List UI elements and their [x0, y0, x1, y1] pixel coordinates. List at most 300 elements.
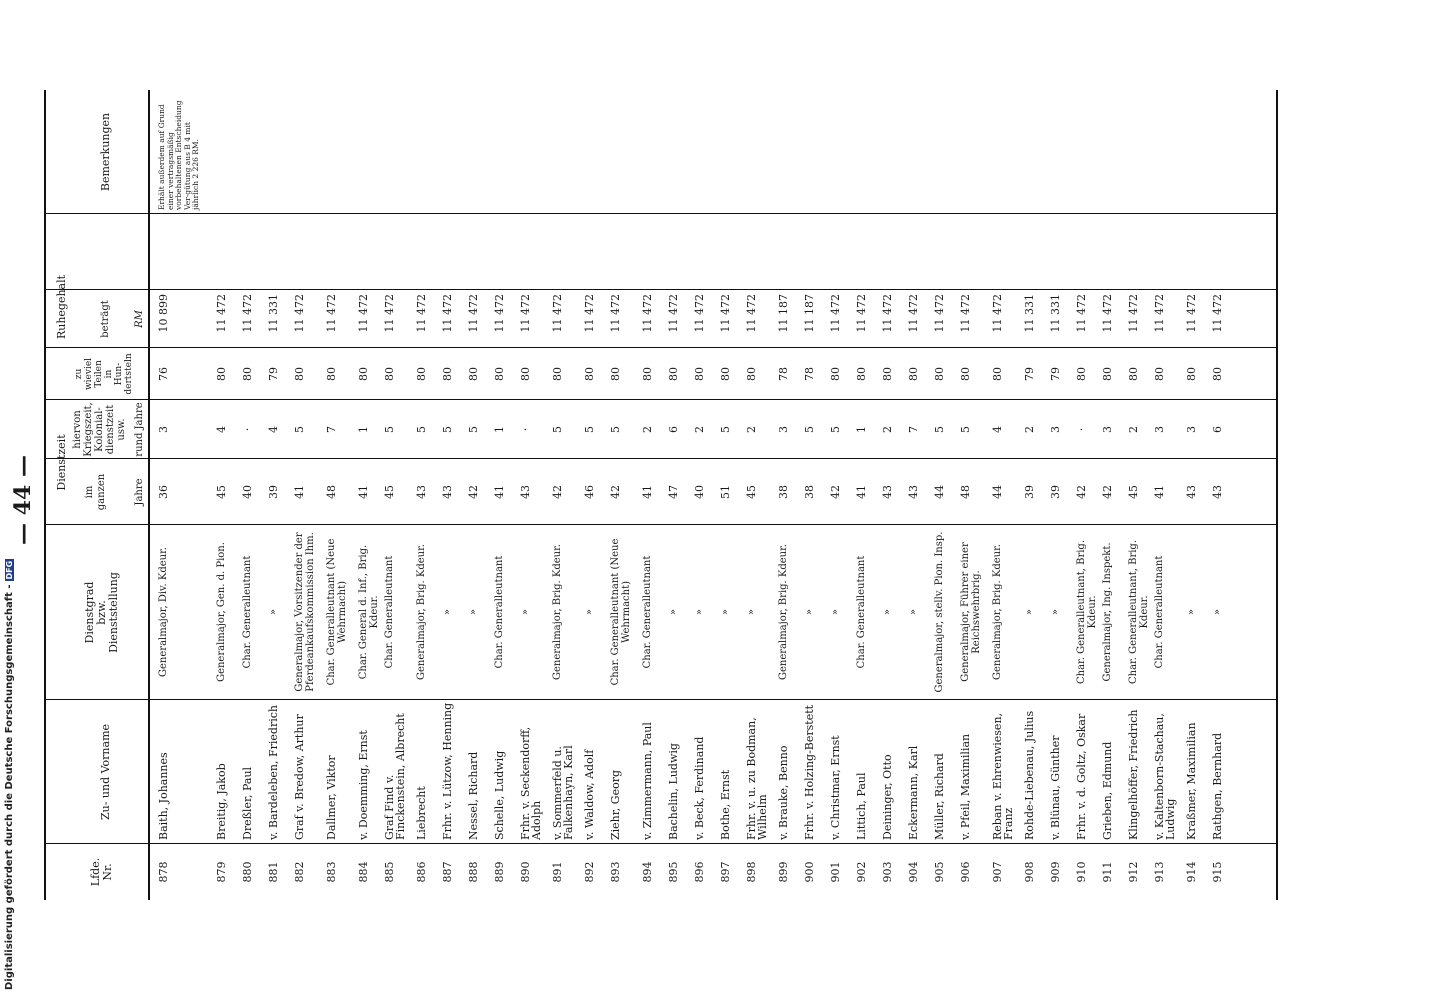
- row-ganze: 42: [829, 485, 842, 499]
- row-name: Frhr. v. Lützow, Henning: [441, 702, 454, 840]
- row-hiervon: 7: [325, 426, 338, 433]
- row-nr: 902: [855, 861, 868, 883]
- row-rank: Char. Generalleutnant: [856, 555, 867, 669]
- row-name: v. Doemming, Ernst: [357, 730, 370, 840]
- row-rank: Char. Generalleutnant, Brig. Kdeur.: [1128, 540, 1150, 684]
- row-hiervon: 5: [441, 426, 454, 433]
- row-rank: »: [1050, 608, 1061, 616]
- row-nr: 882: [293, 861, 306, 883]
- table-row: [466, 0, 492, 1000]
- row-ganze: 43: [907, 485, 920, 499]
- row-nr: 894: [641, 861, 654, 883]
- row-betrag: 11 472: [467, 294, 480, 333]
- row-prozent: 80: [415, 367, 428, 381]
- row-betrag: 11 187: [803, 294, 816, 333]
- row-name: Dallmer, Viktor: [325, 755, 338, 840]
- row-prozent: 76: [157, 367, 170, 381]
- row-betrag: 11 472: [1153, 294, 1166, 333]
- row-name: Kraßmer, Maximilian: [1185, 722, 1198, 840]
- row-hiervon: 3: [1101, 426, 1114, 433]
- row-prozent: 80: [907, 367, 920, 381]
- table-row: [1048, 0, 1074, 1000]
- table-row: [292, 0, 324, 1000]
- row-rank: Char. Generalleutnant (Neue Wehrmacht): [610, 538, 632, 686]
- row-nr: 884: [357, 861, 370, 883]
- row-rank: Generalmajor, stellv. Pion. Insp.: [934, 531, 945, 693]
- row-name: Liebrecht: [415, 786, 428, 840]
- table-row: [692, 0, 718, 1000]
- row-rank: Generalmajor, Brig. Kdeur.: [416, 544, 427, 680]
- row-prozent: 79: [1023, 367, 1036, 381]
- row-name: Graf v. Bredow, Arthur: [293, 714, 306, 840]
- row-name: Klingelhöffer, Friedrich: [1127, 709, 1140, 840]
- row-betrag: 11 472: [881, 294, 894, 333]
- row-ganze: 45: [215, 485, 228, 499]
- row-nr: 879: [215, 861, 228, 883]
- header-rund-jahre: rund Jahre: [134, 402, 145, 457]
- row-rank: Char. Generalleutnant, Brig. Kdeur.: [1076, 540, 1098, 684]
- row-nr: 878: [157, 861, 170, 883]
- row-bemerkung: Erhält außerdem auf Grund einer vertragsmäßig vorbehaltenen Entscheidung Ver-gütung aus B 4 mit jährlich 2 226 RM.: [157, 100, 200, 210]
- row-ganze: 41: [855, 485, 868, 499]
- row-nr: 912: [1127, 861, 1140, 883]
- table-row: [990, 0, 1022, 1000]
- row-name: v. Christmar, Ernst: [829, 735, 842, 840]
- row-betrag: 11 472: [357, 294, 370, 333]
- row-name: v. Brauke, Benno: [777, 745, 790, 840]
- row-prozent: 80: [383, 367, 396, 381]
- row-rank: »: [830, 608, 841, 616]
- row-ganze: 43: [881, 485, 894, 499]
- table-row: [880, 0, 906, 1000]
- row-ganze: 46: [583, 485, 596, 499]
- row-hiervon: 5: [415, 426, 428, 433]
- row-hiervon: 3: [777, 426, 790, 433]
- row-nr: 908: [1023, 861, 1036, 883]
- table-row: [550, 0, 582, 1000]
- row-prozent: 80: [241, 367, 254, 381]
- row-rank: »: [804, 608, 815, 616]
- row-rank: Char. General d. Inf., Brig. Kdeur.: [358, 544, 380, 680]
- row-prozent: 80: [881, 367, 894, 381]
- header-dienstzeit: Dienstzeit: [55, 434, 68, 491]
- row-ganze: 42: [1075, 485, 1088, 499]
- table-row: [828, 0, 854, 1000]
- row-ganze: 44: [933, 485, 946, 499]
- row-ganze: 43: [1211, 485, 1224, 499]
- row-nr: 911: [1101, 861, 1114, 883]
- row-prozent: 78: [777, 367, 790, 381]
- table-row: [1184, 0, 1210, 1000]
- row-ganze: 41: [1153, 485, 1166, 499]
- row-ganze: 41: [641, 485, 654, 499]
- row-name: Nessel, Richard: [467, 751, 480, 840]
- row-ganze: 43: [415, 485, 428, 499]
- row-nr: 889: [493, 861, 506, 883]
- row-hiervon: 4: [991, 426, 1004, 433]
- row-hiervon: 5: [467, 426, 480, 433]
- header-im-ganzen: im ganzen: [84, 473, 107, 511]
- row-rank: Generalmajor, Brig. Kdeur.: [552, 544, 563, 680]
- row-nr: 881: [267, 861, 280, 883]
- row-hiervon: 2: [881, 426, 894, 433]
- row-prozent: 80: [357, 367, 370, 381]
- row-ganze: 42: [467, 485, 480, 499]
- row-hiervon: 5: [609, 426, 622, 433]
- header-rm: RM: [134, 310, 145, 328]
- row-nr: 909: [1049, 861, 1062, 883]
- row-name: v. Sommerfeld u. Falkenhayn, Karl: [551, 745, 575, 840]
- row-hiervon: 3: [1153, 426, 1166, 433]
- table-row: [932, 0, 958, 1000]
- table-row: [156, 0, 214, 1000]
- row-hiervon: ·: [519, 427, 532, 432]
- table-row: [1022, 0, 1048, 1000]
- row-betrag: 11 331: [267, 294, 280, 333]
- table-row: [906, 0, 932, 1000]
- row-rank: »: [268, 608, 279, 616]
- row-name: Rathgen, Bernhard: [1211, 732, 1224, 840]
- row-rank: »: [1212, 608, 1223, 616]
- row-rank: »: [882, 608, 893, 616]
- row-nr: 901: [829, 861, 842, 883]
- table-bottom-rule: [1276, 90, 1278, 900]
- row-betrag: 11 472: [519, 294, 532, 333]
- row-name: Reban v. Ehrenwiesen, Franz: [991, 712, 1015, 840]
- row-betrag: 11 472: [641, 294, 654, 333]
- row-ganze: 48: [325, 485, 338, 499]
- table-row: [240, 0, 266, 1000]
- row-nr: 888: [467, 861, 480, 883]
- row-name: v. Zimmermann, Paul: [641, 722, 654, 840]
- row-prozent: 80: [959, 367, 972, 381]
- table-row: [854, 0, 880, 1000]
- row-ganze: 43: [1185, 485, 1198, 499]
- header-rank: Dienstgrad bzw. Dienststellung: [83, 572, 120, 653]
- row-rank: Generalmajor, Führer einer Reichswehrbrig.: [960, 542, 982, 682]
- row-rank: Generalmajor, Gen. d. Pion.: [216, 542, 227, 682]
- row-rank: »: [720, 608, 731, 616]
- row-rank: »: [1186, 608, 1197, 616]
- row-betrag: 11 472: [383, 294, 396, 333]
- header-prozent: zu wieviel Teilen in Hun- dertsteln: [74, 353, 134, 395]
- row-name: Frhr. v. d. Goltz, Oskar: [1075, 713, 1088, 840]
- row-prozent: 80: [1101, 367, 1114, 381]
- row-prozent: 80: [583, 367, 596, 381]
- footer-text: [4, 0, 18, 990]
- row-nr: 905: [933, 861, 946, 883]
- row-hiervon: ·: [241, 427, 254, 432]
- footer-strip: [4, 0, 18, 1000]
- row-prozent: 80: [551, 367, 564, 381]
- row-prozent: 80: [991, 367, 1004, 381]
- row-nr: 903: [881, 861, 894, 883]
- row-betrag: 10 899: [157, 294, 170, 333]
- table-row: [1100, 0, 1126, 1000]
- row-hiervon: 7: [907, 426, 920, 433]
- row-betrag: 11 472: [1127, 294, 1140, 333]
- row-rank: Generalmajor, Brig. Kdeur.: [992, 544, 1003, 680]
- row-nr: 886: [415, 861, 428, 883]
- row-betrag: 11 472: [1185, 294, 1198, 333]
- row-rank: »: [746, 608, 757, 616]
- row-nr: 906: [959, 861, 972, 883]
- row-betrag: 11 331: [1049, 294, 1062, 333]
- row-rank: Char. Generalleutnant: [242, 555, 253, 669]
- table-row: [518, 0, 550, 1000]
- row-prozent: 80: [1185, 367, 1198, 381]
- row-nr: 891: [551, 861, 564, 883]
- row-rank: Char. Generalleutnant (Neue Wehrmacht): [326, 538, 348, 686]
- table-row: [266, 0, 292, 1000]
- header-bottom-rule: [148, 90, 150, 900]
- footer-credit: Digitalisierung gefördert durch die Deutsche Forschungsgemeinschaft -: [4, 584, 15, 990]
- row-betrag: 11 472: [551, 294, 564, 333]
- table-row: [1074, 0, 1100, 1000]
- row-prozent: 79: [1049, 367, 1062, 381]
- row-ganze: 41: [493, 485, 506, 499]
- row-ganze: 38: [777, 485, 790, 499]
- row-ganze: 45: [745, 485, 758, 499]
- table-row: [718, 0, 744, 1000]
- table-row: [440, 0, 466, 1000]
- row-prozent: 80: [855, 367, 868, 381]
- row-nr: 893: [609, 861, 622, 883]
- row-prozent: 80: [1211, 367, 1224, 381]
- row-hiervon: 1: [855, 426, 868, 433]
- header-jahre: Jahre: [134, 478, 145, 506]
- row-betrag: 11 472: [441, 294, 454, 333]
- row-rank: Generalmajor, Ing. Inspekt.: [1102, 542, 1113, 682]
- table-row: [666, 0, 692, 1000]
- table-row: [776, 0, 802, 1000]
- row-hiervon: 5: [959, 426, 972, 433]
- row-prozent: 80: [1153, 367, 1166, 381]
- row-name: v. Beck, Ferdinand: [693, 736, 706, 840]
- row-betrag: 11 331: [1023, 294, 1036, 333]
- row-betrag: 11 472: [855, 294, 868, 333]
- row-hiervon: 5: [803, 426, 816, 433]
- row-nr: 910: [1075, 861, 1088, 883]
- row-hiervon: 4: [267, 426, 280, 433]
- table-row: [582, 0, 608, 1000]
- row-prozent: 80: [519, 367, 532, 381]
- row-prozent: 80: [829, 367, 842, 381]
- header-name: Zu- und Vorname: [99, 723, 112, 821]
- row-rank: »: [908, 608, 919, 616]
- header-ruhegehalt: Ruhegehalt: [55, 274, 68, 340]
- row-rank: Char. Generalleutnant: [384, 555, 395, 669]
- row-rank: Char. Generalleutnant: [494, 555, 505, 669]
- row-nr: 900: [803, 861, 816, 883]
- row-prozent: 80: [933, 367, 946, 381]
- row-prozent: 80: [609, 367, 622, 381]
- table-row: [356, 0, 382, 1000]
- row-betrag: 11 472: [609, 294, 622, 333]
- table-row: [324, 0, 356, 1000]
- row-betrag: 11 472: [907, 294, 920, 333]
- row-ganze: 40: [693, 485, 706, 499]
- row-name: Müller, Richard: [933, 753, 946, 840]
- row-name: Frhr. v. Seckendorff, Adolph: [519, 726, 543, 840]
- table-row: [214, 0, 240, 1000]
- row-name: Breitig, Jakob: [215, 763, 228, 840]
- row-ganze: 45: [383, 485, 396, 499]
- row-prozent: 80: [441, 367, 454, 381]
- row-hiervon: 1: [357, 426, 370, 433]
- row-name: Graf Find v. Finckenstein, Albrecht: [383, 713, 407, 840]
- row-nr: 883: [325, 861, 338, 883]
- row-hiervon: 2: [1127, 426, 1140, 433]
- row-rank: »: [442, 608, 453, 616]
- table-row: [640, 0, 666, 1000]
- row-name: Grieben, Edmund: [1101, 741, 1114, 840]
- row-rank: Generalmajor, Div. Kdeur.: [158, 547, 169, 677]
- row-nr: 915: [1211, 861, 1224, 883]
- row-prozent: 80: [293, 367, 306, 381]
- row-hiervon: 3: [1049, 426, 1062, 433]
- row-prozent: 80: [745, 367, 758, 381]
- row-ganze: 47: [667, 485, 680, 499]
- row-hiervon: 5: [719, 426, 732, 433]
- row-name: Dreßler, Paul: [241, 766, 254, 840]
- dfg-logo: DFG: [5, 560, 14, 580]
- row-name: v. Pfeil, Maximilian: [959, 733, 972, 840]
- row-ganze: 42: [1101, 485, 1114, 499]
- row-hiervon: 2: [1023, 426, 1036, 433]
- row-name: Frhr. v. u. zu Bodman, Wilhelm: [745, 717, 769, 840]
- row-ganze: 43: [519, 485, 532, 499]
- row-nr: 904: [907, 861, 920, 883]
- row-nr: 914: [1185, 861, 1198, 883]
- row-prozent: 78: [803, 367, 816, 381]
- row-ganze: 51: [719, 485, 732, 499]
- table-row: [492, 0, 518, 1000]
- row-nr: 899: [777, 861, 790, 883]
- row-nr: 907: [991, 861, 1004, 883]
- row-hiervon: ·: [1075, 427, 1088, 432]
- table-row: [1152, 0, 1184, 1000]
- row-prozent: 80: [493, 367, 506, 381]
- row-name: Deininger, Otto: [881, 754, 894, 840]
- row-ganze: 41: [293, 485, 306, 499]
- row-rank: »: [584, 608, 595, 616]
- row-betrag: 11 472: [1101, 294, 1114, 333]
- row-prozent: 80: [1075, 367, 1088, 381]
- row-betrag: 11 472: [745, 294, 758, 333]
- header-lfd-nr: Lfde. Nr.: [89, 857, 114, 887]
- row-betrag: 11 472: [829, 294, 842, 333]
- row-nr: 895: [667, 861, 680, 883]
- row-nr: 885: [383, 861, 396, 883]
- table-row: [414, 0, 440, 1000]
- row-prozent: 80: [325, 367, 338, 381]
- row-ganze: 39: [267, 485, 280, 499]
- row-hiervon: 2: [641, 426, 654, 433]
- row-hiervon: 2: [693, 426, 706, 433]
- row-prozent: 80: [719, 367, 732, 381]
- row-nr: 913: [1153, 861, 1166, 883]
- row-rank: »: [520, 608, 531, 616]
- row-name: Schelle, Ludwig: [493, 750, 506, 840]
- row-ganze: 38: [803, 485, 816, 499]
- row-nr: 897: [719, 861, 732, 883]
- row-rank: »: [694, 608, 705, 616]
- row-hiervon: 3: [157, 426, 170, 433]
- row-ganze: 41: [357, 485, 370, 499]
- table-row: [1126, 0, 1152, 1000]
- row-betrag: 11 472: [959, 294, 972, 333]
- row-nr: 892: [583, 861, 596, 883]
- row-prozent: 80: [641, 367, 654, 381]
- row-prozent: 80: [1127, 367, 1140, 381]
- row-betrag: 11 472: [415, 294, 428, 333]
- row-name: v. Waldow, Adolf: [583, 749, 596, 840]
- row-rank: »: [468, 608, 479, 616]
- row-ganze: 44: [991, 485, 1004, 499]
- row-prozent: 80: [215, 367, 228, 381]
- row-name: Littich, Paul: [855, 772, 868, 840]
- row-prozent: 80: [667, 367, 680, 381]
- row-nr: 880: [241, 861, 254, 883]
- row-hiervon: 5: [933, 426, 946, 433]
- row-ganze: 42: [551, 485, 564, 499]
- row-betrag: 11 472: [719, 294, 732, 333]
- row-name: Ziehr, Georg: [609, 769, 622, 840]
- row-hiervon: 5: [551, 426, 564, 433]
- row-rank: Generalmajor, Vorsitzender der Pferdeankaufskommission Ihm.: [294, 532, 316, 692]
- row-rank: Char. Generalleutnant: [1154, 555, 1165, 669]
- row-ganze: 43: [441, 485, 454, 499]
- row-betrag: 11 472: [693, 294, 706, 333]
- header-hiervon: hiervon Kriegszeit, Kolonial- dienstzeit usw.: [72, 402, 127, 457]
- row-betrag: 11 472: [1211, 294, 1224, 333]
- row-betrag: 11 472: [1075, 294, 1088, 333]
- table-top-rule: [44, 90, 46, 900]
- row-hiervon: 1: [493, 426, 506, 433]
- row-betrag: 11 187: [777, 294, 790, 333]
- table-row: [608, 0, 640, 1000]
- row-prozent: 80: [693, 367, 706, 381]
- row-nr: 896: [693, 861, 706, 883]
- row-nr: 887: [441, 861, 454, 883]
- row-hiervon: 5: [383, 426, 396, 433]
- row-hiervon: 6: [667, 426, 680, 433]
- row-nr: 890: [519, 861, 532, 883]
- row-name: Baith, Johannes: [157, 752, 170, 840]
- row-name: Eckermann, Karl: [907, 745, 920, 840]
- row-ganze: 48: [959, 485, 972, 499]
- row-hiervon: 3: [1185, 426, 1198, 433]
- row-nr: 898: [745, 861, 758, 883]
- table-row: [802, 0, 828, 1000]
- row-rank: »: [1024, 608, 1035, 616]
- row-name: Bothe, Ernst: [719, 769, 732, 840]
- row-ganze: 36: [157, 485, 170, 499]
- page-number: — 44 —: [10, 455, 36, 545]
- row-rank: »: [668, 608, 679, 616]
- row-hiervon: 6: [1211, 426, 1224, 433]
- row-hiervon: 4: [215, 426, 228, 433]
- header-bemerkungen: Bemerkungen: [99, 112, 112, 192]
- table-row: [744, 0, 776, 1000]
- row-betrag: 11 472: [241, 294, 254, 333]
- row-betrag: 11 472: [667, 294, 680, 333]
- row-ganze: 39: [1049, 485, 1062, 499]
- row-betrag: 11 472: [933, 294, 946, 333]
- table-row: [958, 0, 990, 1000]
- row-hiervon: 5: [829, 426, 842, 433]
